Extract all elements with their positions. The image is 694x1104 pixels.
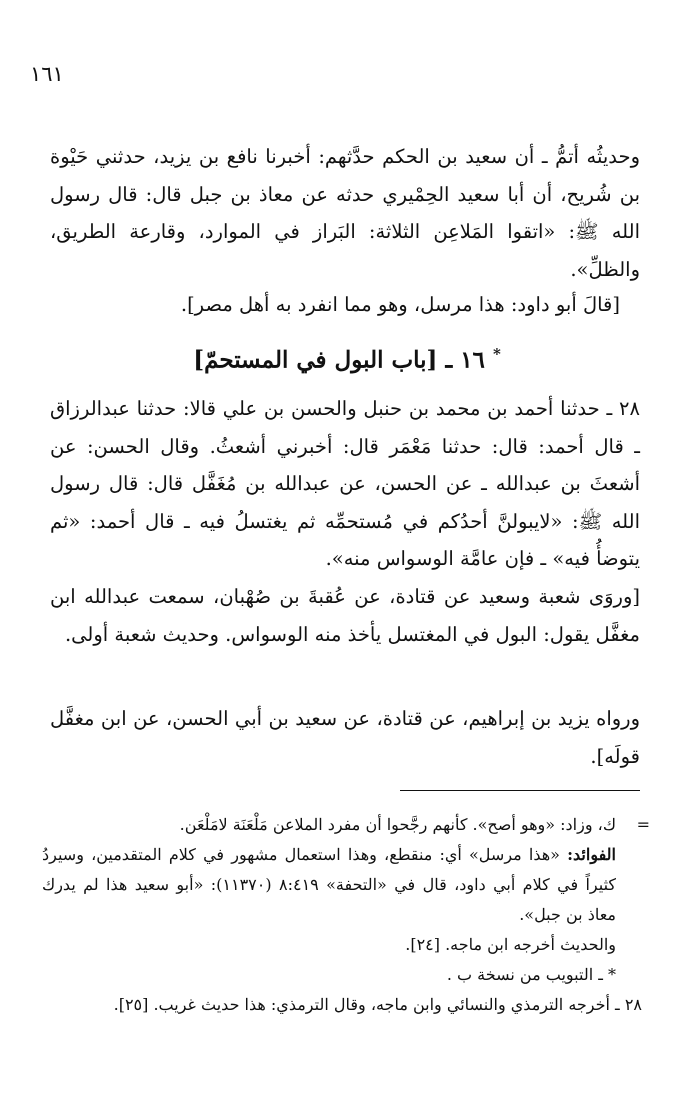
paragraph-text: [قالَ أبو داود: هذا مرسل، وهو مما انفرد به أهل مصر]. bbox=[180, 293, 620, 316]
heading-star: * bbox=[492, 345, 501, 363]
paragraph-text: ورواه يزيد بن إبراهيم، عن قتادة، عن سعيد بن أبي الحسن، عن ابن مغفَّل قولَه]. bbox=[50, 707, 640, 768]
footnote-fawaid bbox=[42, 840, 642, 930]
footnotes bbox=[42, 810, 650, 1020]
paragraph-hadith-1 bbox=[50, 138, 640, 288]
paragraph-yazid-narration bbox=[50, 700, 662, 775]
footnote-star: * ـ التبويب من نسخة ب . bbox=[446, 965, 616, 984]
footnote-takhrij: والحديث أخرجه ابن ماجه. [٢٤]. bbox=[405, 935, 616, 954]
paragraph-shuba-narration bbox=[50, 578, 640, 653]
footnote-label: الفوائد: bbox=[567, 845, 616, 864]
paragraph-text: [وروَى شعبة وسعيد عن قتادة، عن عُقبةَ بن صُهْبان، سمعت عبدالله ابن مغفَّل يقول: البول في المغتسل يأخذ منه الوسواس. وحديث شعبة أولى. bbox=[50, 585, 640, 646]
footnote-text: «هذا مرسل» أي: منقطع، وهذا استعمال مشهور في كلام المتقدمين، وسيردُ كثيراً في كلام أبي داود، قال في «التحفة» ٨:٤١٩ (١١٣٧٠): «أبو سعيد هذا لم يدرك معاذ بن جبل». bbox=[42, 845, 617, 924]
footnote-text: ك، وزاد: «وهو أصح». كأنهم رجَّحوا أن مفرد الملاعن مَلْعَنَة لامَلْعَن. bbox=[179, 815, 616, 834]
page-number: ١٦١ bbox=[30, 62, 64, 86]
paragraph-text: وحديثُه أتمُّ ـ أن سعيد بن الحكم حدَّثهم: أخبرنا نافع بن يزيد، حدثني حَيْوة بن شُريح، أن أبا سعيد الحِمْيري حدثه عن معاذ بن جبل قال: قال رسول الله ﷺ: «اتقوا المَلاعِن الثلاثة: البَراز في الموارد، وقارعة الطريق، والظلِّ». bbox=[50, 145, 640, 281]
chapter-heading bbox=[0, 330, 694, 385]
paragraph-hadith-28 bbox=[50, 390, 662, 578]
footnote-1 bbox=[42, 810, 650, 840]
paragraph-text: ٢٨ ـ حدثنا أحمد بن محمد بن حنبل والحسن بن علي قالا: حدثنا عبدالرزاق ـ قال أحمد: قال: حدثنا مَعْمَر قال: أخبرني أشعثُ. وقال الحسن: عن أشعثَ بن عبدالله ـ عن الحسن، عن عبدالله بن مُغَفَّل قال: قال رسول الله ﷺ: «لايبولنَّ أحدُكم في مُستحمِّه ثم يغتسلُ فيه ـ قال أحمد: «ثم يتوضأُ فيه» ـ فإن عامَّة الوسواس منه». bbox=[50, 397, 640, 570]
footnote-continuation-marker: = bbox=[636, 815, 650, 834]
footnote-28: ٢٨ ـ أخرجه الترمذي والنسائي وابن ماجه، وقال الترمذي: هذا حديث غريب. [٢٥]. bbox=[113, 995, 642, 1014]
heading-text: ١٦ ـ [باب البول في المستحمّ] bbox=[193, 346, 485, 374]
paragraph-abu-dawud-comment bbox=[50, 286, 640, 324]
footnote-divider bbox=[400, 790, 640, 791]
